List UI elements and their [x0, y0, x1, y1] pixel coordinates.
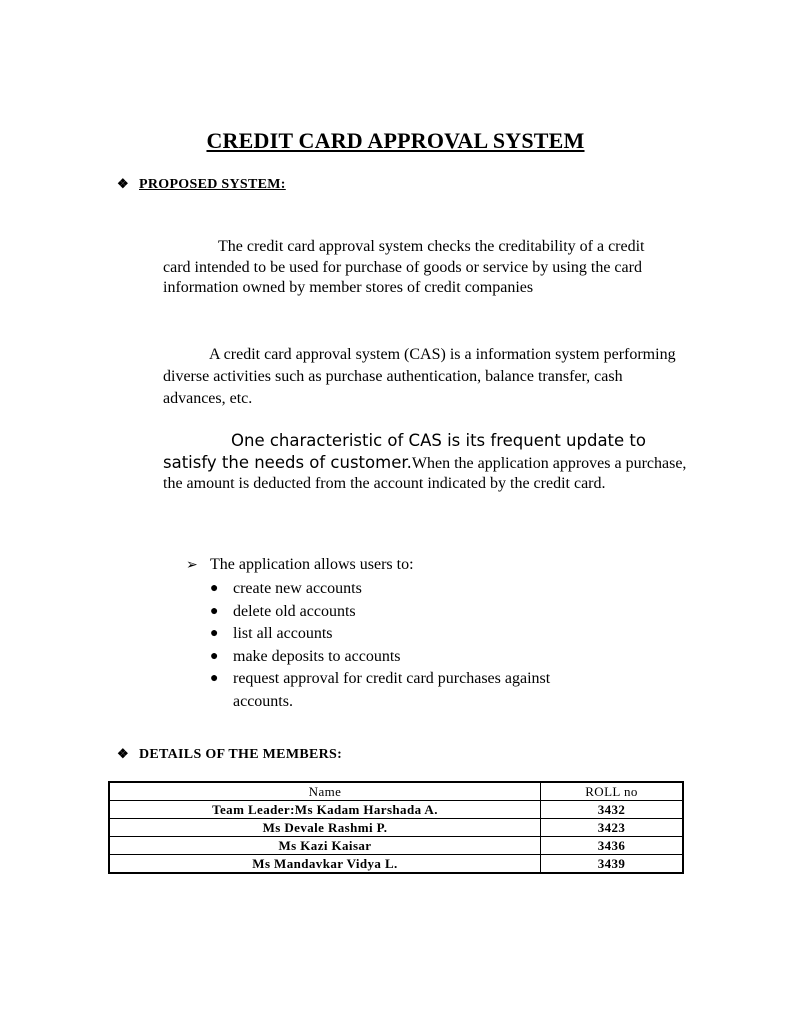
list-item: ● delete old accounts	[210, 601, 613, 624]
list-item: ● request approval for credit card purchases against accounts.	[210, 670, 551, 710]
section-heading-proposed-system	[117, 176, 286, 193]
members-table	[108, 781, 684, 874]
member-roll: 3432	[541, 801, 684, 819]
member-name: Ms Mandavkar Vidya L.	[109, 855, 541, 874]
arrow-bullet-icon: ➢	[186, 558, 198, 573]
member-roll: 3436	[541, 837, 684, 855]
section-heading-text: DETAILS OF THE MEMBERS:	[139, 747, 343, 762]
table-header-row	[109, 782, 683, 801]
member-name: Team Leader:Ms Kadam Harshada A.	[109, 801, 541, 819]
member-name: Ms Kazi Kaisar	[109, 837, 541, 855]
table-row	[109, 837, 683, 855]
diamond-bullet-icon: ❖	[117, 746, 129, 761]
paragraph-text-sans: One characteristic of CAS is its frequent update to satisfy the needs of customer.	[163, 431, 646, 472]
diamond-bullet-icon: ❖	[117, 176, 129, 191]
paragraph-cas-characteristic	[163, 431, 693, 495]
bullet-dot-icon: ●	[210, 648, 219, 664]
bullet-dot-icon: ●	[210, 671, 219, 686]
bullet-dot-icon: ●	[210, 581, 219, 596]
paragraph-cas-definition	[163, 344, 683, 410]
bullet-dot-icon: ●	[210, 626, 219, 641]
document-title: CREDIT CARD APPROVAL SYSTEM	[206, 128, 585, 153]
section-heading-text: PROPOSED SYSTEM:	[139, 177, 286, 192]
list-item: ● make deposits to accounts	[210, 646, 613, 669]
column-header-roll: ROLL no	[541, 782, 684, 801]
column-header-name: Name	[109, 782, 541, 801]
section-heading-members	[117, 746, 342, 763]
table-row	[109, 855, 683, 874]
list-item: ● list all accounts	[210, 623, 613, 646]
features-lead-text: The application allows users to:	[210, 556, 414, 573]
paragraph-text: A credit card approval system (CAS) is a information system performing diverse activities such as purchase authentication, balance transfer, cash advances, etc.	[163, 346, 676, 407]
bullet-dot-icon: ●	[210, 603, 219, 619]
features-list	[210, 578, 613, 713]
member-roll: 3439	[541, 855, 684, 874]
paragraph-intro	[163, 237, 673, 299]
member-roll: 3423	[541, 819, 684, 837]
table-row	[109, 801, 683, 819]
list-item: ● create new accounts	[210, 578, 613, 601]
member-name: Ms Devale Rashmi P.	[109, 819, 541, 837]
paragraph-text: The credit card approval system checks the creditability of a credit card intended to be used for purchase of goods or service by using the card information owned by member stores of credit companies	[163, 238, 645, 296]
features-lead	[186, 556, 414, 574]
table-row	[109, 819, 683, 837]
paragraph-text: When the application approves a purchase, the amount is deducted from the account indicated by the credit card.	[163, 454, 687, 492]
